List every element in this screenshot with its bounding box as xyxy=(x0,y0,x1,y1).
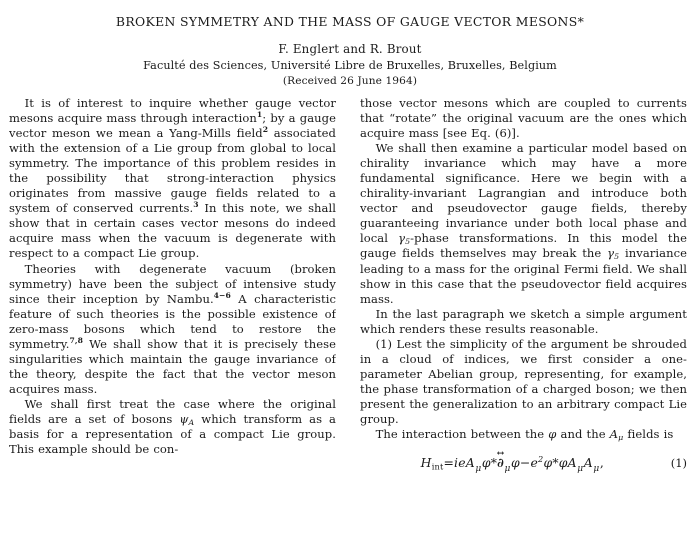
equation-variable: H xyxy=(420,455,432,471)
math-subscript: 5 xyxy=(614,252,620,262)
equation-variable: φ* xyxy=(481,455,498,471)
author-list: F. Englert and R. Brout xyxy=(278,42,422,56)
footnote-reference: 3 xyxy=(193,200,199,210)
inline-math-symbol: $\gamma_5$ xyxy=(398,231,411,247)
equation-msub: μ xyxy=(504,463,511,474)
paragraph: those vector mesons which are coupled to currents that “rotate” the original vacuum are the ones which acquire mass [see Eq. (6)]. xyxy=(360,96,687,141)
body-columns xyxy=(0,96,700,559)
paragraph: (1) Lest the simplicity of the argument be shrouded in a cloud of indices, we first consider a one-parameter Abelian group, representing, for example, the phase transformation of a charged boson; we then present the generalization to an arbitrary compact Lie group. xyxy=(360,336,687,426)
paragraph: The interaction between the φ and the $A_\mu$ fields is xyxy=(375,427,674,443)
inline-math-symbol: $\psi_A$ xyxy=(179,411,195,428)
inline-math-symbol: $A_\mu$ xyxy=(609,427,624,443)
display-equation xyxy=(360,453,687,474)
received-date: (Received 26 June 1964) xyxy=(282,75,418,87)
paragraph: Theories with degenerate vacuum (broken symmetry) have been the subject of intensive study since their inception by Nambu.$^{4-6}$ A characteristic feature of such theories is the possible existence of zero-mass bosons which tend to restore the symmetry.$^{7,8}$ We shall show that it is precisely these singularities which maintain the gauge invariance of the theory, despite the fact that the vector meson acquires mass. xyxy=(9,261,336,396)
masthead xyxy=(0,0,700,87)
footnote-reference: 7,8 xyxy=(69,335,83,345)
math-subscript: 5 xyxy=(405,237,411,247)
equation-variable: φ xyxy=(511,455,520,471)
equation-isub: int xyxy=(431,461,444,472)
footnote-reference: 1 xyxy=(256,110,263,120)
footnote-reference: 2 xyxy=(262,125,269,135)
inline-math-symbol: φ xyxy=(548,427,557,442)
math-subscript: μ xyxy=(618,433,624,443)
paragraph: It is of interest to inquire whether gauge vector mesons acquire mass through interaction$^1$; by a gauge vector meson we mean a Yang-Mills field$^2$ associated with the extension of a Lie group from global to local symmetry. The importance of this problem resides in the possibility that strong-interaction physics originates from massive gauge fields related to a system of conserved currents.$^3$ In this note, we shall show that in certain cases vector mesons do indeed acquire mass when the vacuum is degenerate with respect to a compact Lie group. xyxy=(9,96,336,261)
equation-variable: φ*φA xyxy=(543,455,577,471)
paragraph: In the last paragraph we sketch a simple argument which renders these results reasonable. xyxy=(360,306,687,336)
equation-expression xyxy=(360,453,665,474)
paragraph: We shall then examine a particular model based on chirality invariance which may have a more fundamental significance. Here we begin with a chirality-invariant Lagrangian and introduce both vector and pseudovector gauge fields, thereby guaranteeing invariance under both local phase and local $\gamma_5$-phase transformations. In this model the gauge fields themselves may break the $\gamma_5$ invariance leading to a mass for the original Fermi field. We shall show in this case that the pseudovector field acquires mass. xyxy=(360,141,687,306)
footnote-reference: 4−6 xyxy=(213,290,231,300)
left-column xyxy=(9,96,336,559)
equation-number: (1) xyxy=(670,456,687,471)
equation-variable: e xyxy=(530,455,539,471)
equation-operator: , xyxy=(599,455,605,471)
equation-variable: ieA xyxy=(454,455,475,471)
equation-esup: 2 xyxy=(538,453,544,464)
equation-operator: − xyxy=(519,455,531,471)
equation-variable: A xyxy=(583,455,593,471)
right-column xyxy=(360,96,687,559)
equation-msub: μ xyxy=(475,463,482,474)
equation-msub: μ xyxy=(577,463,584,474)
inline-math-symbol: $\gamma_5$ xyxy=(607,246,620,262)
paragraph: We shall first treat the case where the original fields are a set of bosons $\psi_A$ which transform as a basis for a representation of a compact Lie group. This example should be con- xyxy=(9,396,336,457)
equation-msub: μ xyxy=(593,463,600,474)
equation-operator: = xyxy=(443,455,455,471)
affiliation: Faculté des Sciences, Université Libre de Bruxelles, Bruxelles, Belgium xyxy=(143,59,557,72)
math-subscript: A xyxy=(188,418,195,428)
page-title: BROKEN SYMMETRY AND THE MASS OF GAUGE VECTOR MESONS* xyxy=(115,14,585,29)
equation-ddel: ↔ ∂ xyxy=(497,455,504,470)
